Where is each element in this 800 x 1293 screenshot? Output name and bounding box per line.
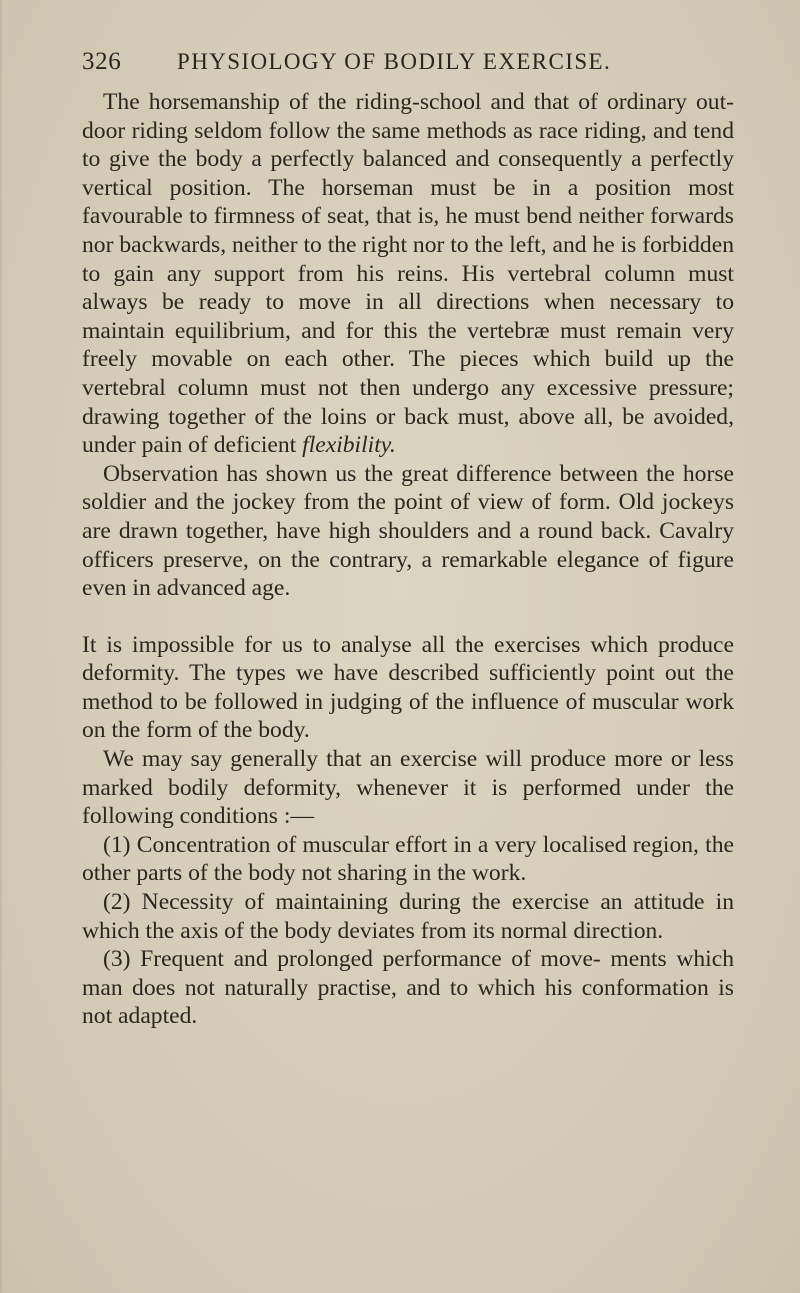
book-page [82, 48, 734, 1031]
condition-2: (2) Necessity of maintaining during the exercise an attitude in which the axis of the body deviates from its normal direction. [82, 889, 734, 944]
paragraph-horsemanship-text: The horsemanship of the riding-school and that of ordinary out-door riding seldom follow the same methods as race riding, and tend to give the body a perfectly balanced and consequently a perfectly vertical position. The horseman must be in a position most favourable to firmness of seat, that is, he must bend neither forwards nor backwards, neither to the right nor to the left, and he is forbidden to gain any support from his reins. His vertebral column must always be ready to move in all directions when necessary to maintain equilibrium, and for this the vertebræ must remain very freely movable on each other. The pieces which build up the vertebral column must not then undergo any excessive pressure; drawing together of the loins or back must, above all, be avoided, under pain of deficient [82, 89, 734, 459]
paragraph-observation: Observation has shown us the great difference between the horse soldier and the jockey from the point of view of form. Old jockeys are drawn together, have high shoulders and a round back. Cavalry officers preserve, on the contrary, a remarkable elegance of figure even in advanced age. [82, 460, 734, 602]
paragraph-impossible: It is impossible for us to analyse all the exercises which produce deformity. The types we have described sufficiently point out the method to be followed in judging of the influence of muscular work on the form of the body. [82, 631, 734, 744]
page-edge-shadow [0, 0, 3, 1293]
body-text [82, 88, 734, 1031]
section-gap [82, 603, 734, 631]
running-head [82, 48, 734, 88]
paragraph-horsemanship [82, 88, 734, 460]
paragraph-generally: We may say generally that an exercise will produce more or less marked bodily deformity, whenever it is performed under the following conditions :— [82, 746, 734, 830]
running-title: PHYSIOLOGY OF BODILY EXERCISE. [177, 49, 612, 74]
condition-1: (1) Concentration of muscular effort in a very localised region, the other parts of the body not sharing in the work. [82, 831, 734, 887]
page-number: 326 [82, 48, 122, 75]
condition-3: (3) Frequent and prolonged performance of move- ments which man does not naturally practise, and to which his conformation is not adapted. [82, 946, 734, 1030]
italic-term: flexibility. [302, 432, 396, 459]
